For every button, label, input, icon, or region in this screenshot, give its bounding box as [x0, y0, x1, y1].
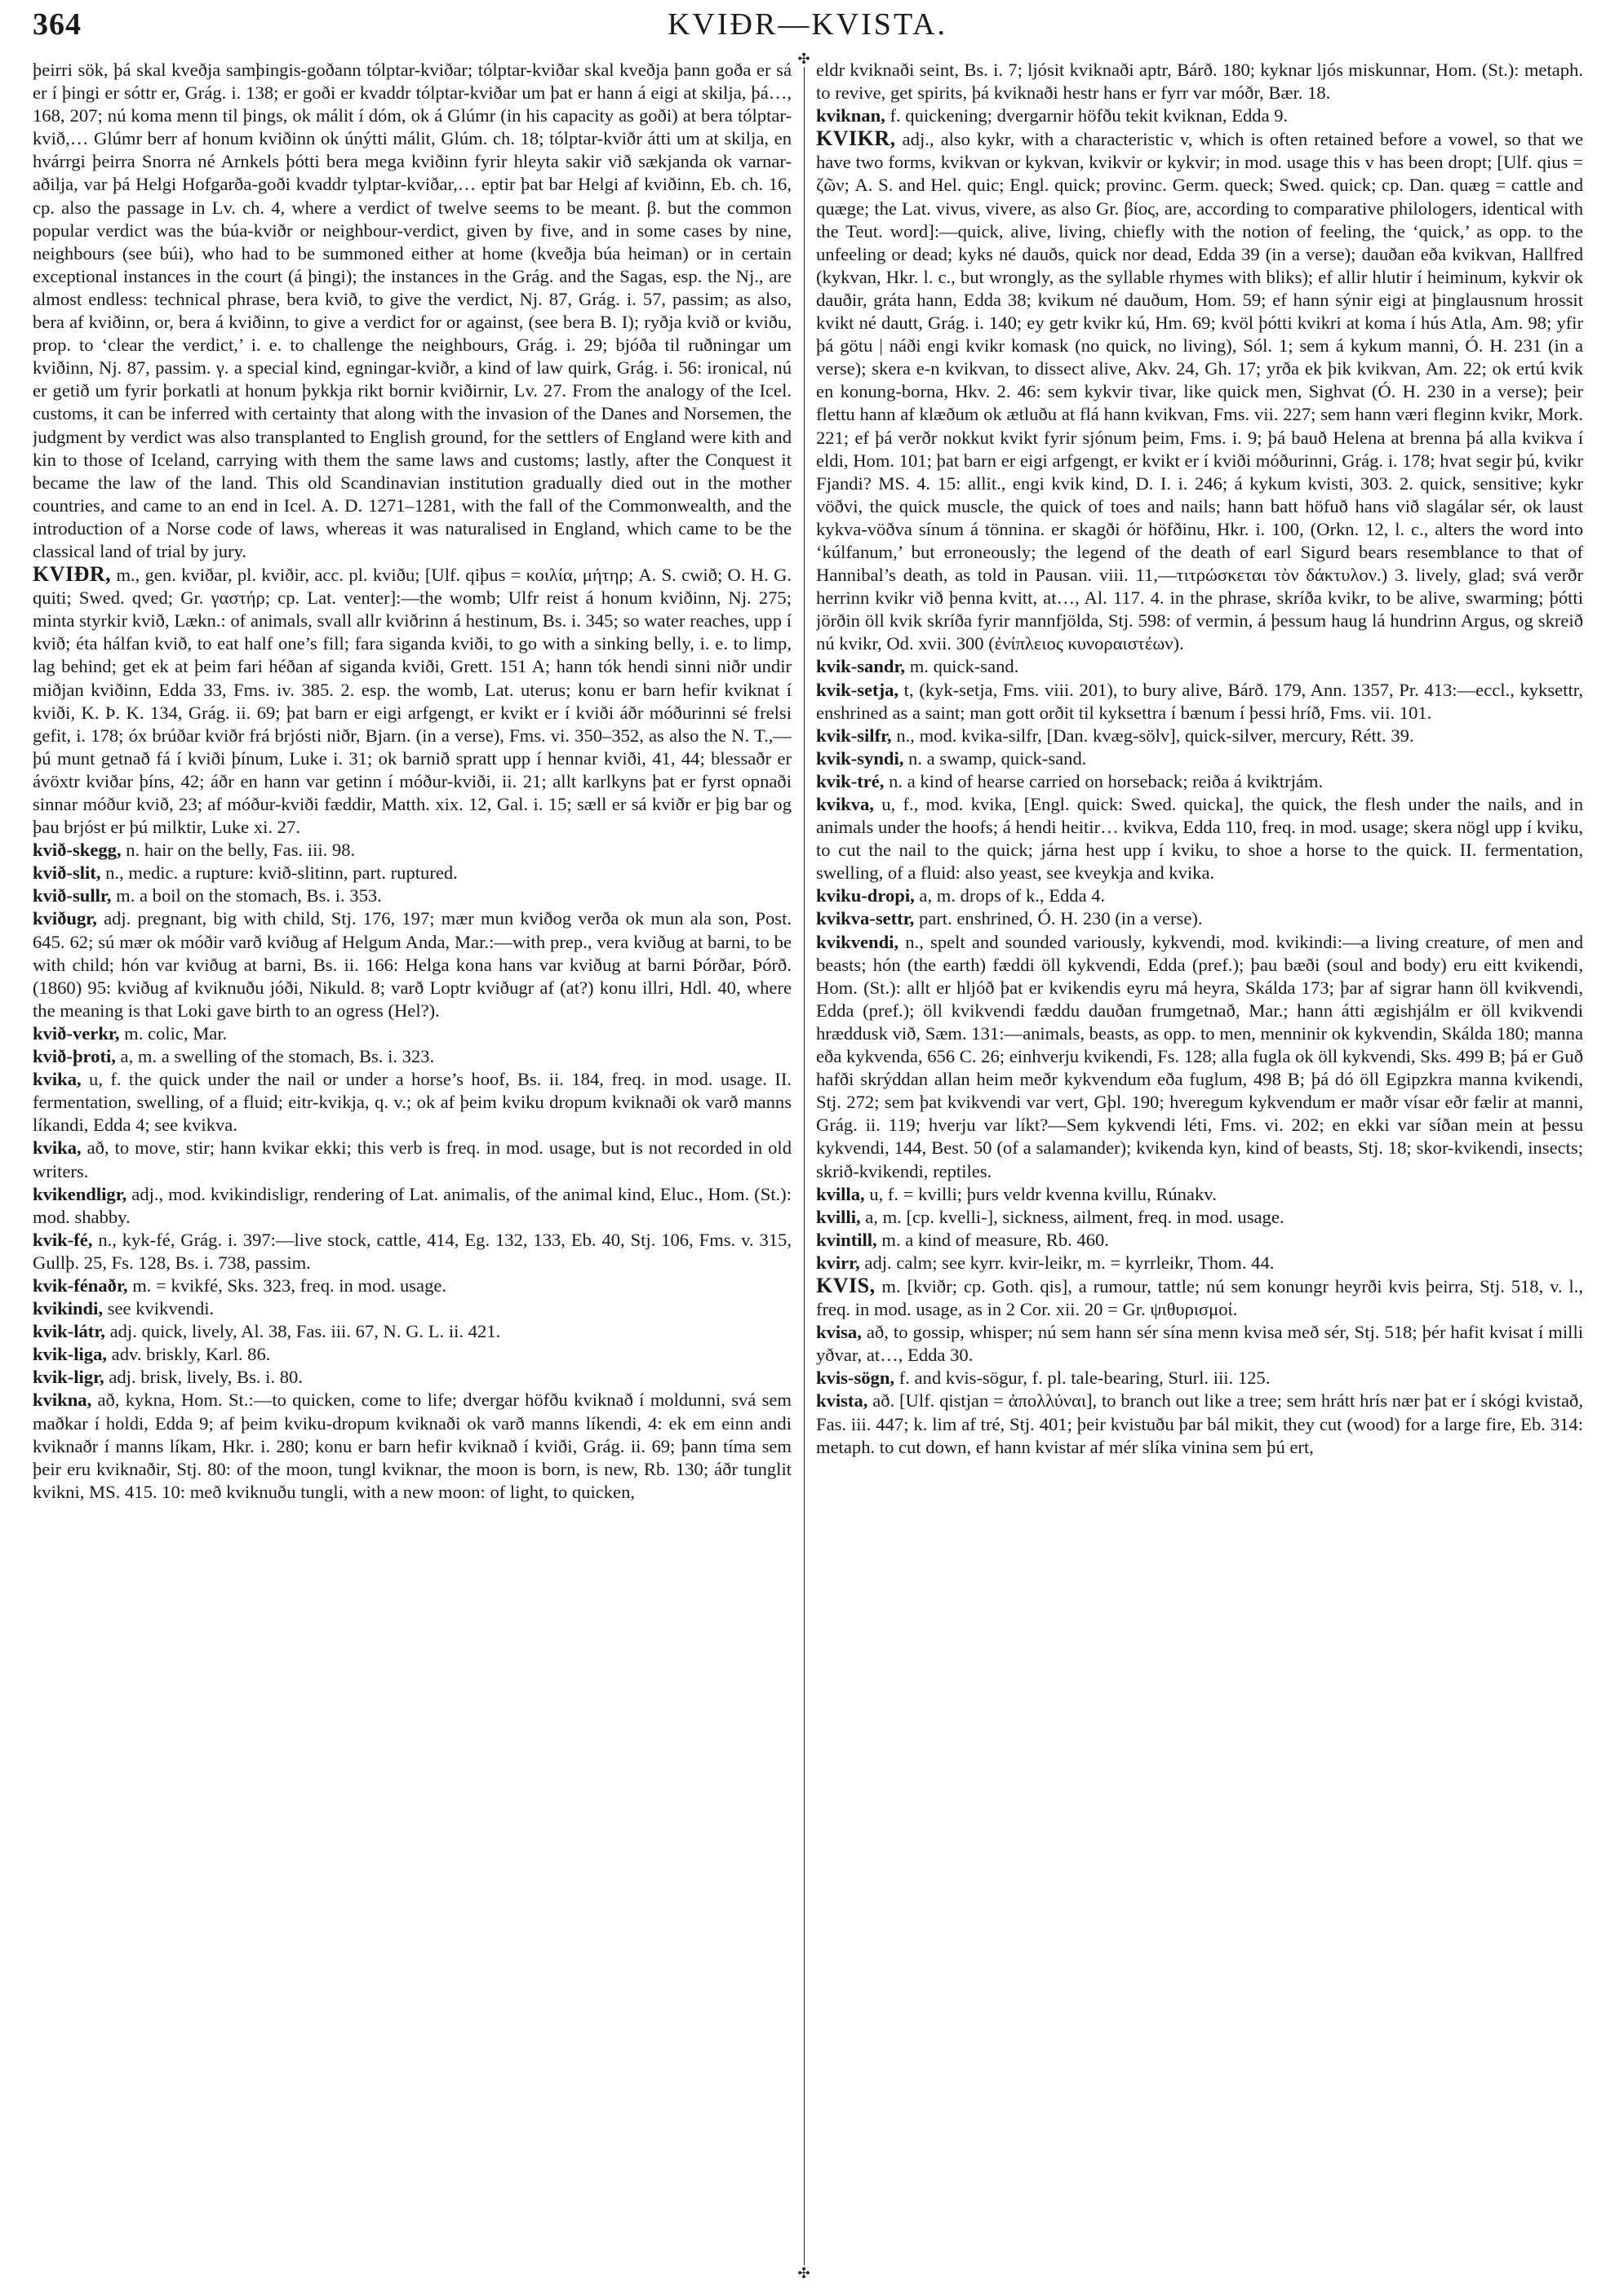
entry-text: adj. calm; see kyrr. kvir-leikr, m. = kyrrleikr, Thom. 44. [859, 1252, 1275, 1273]
entry-headword: kvið-þroti, [33, 1046, 116, 1067]
entry-text: adj., also kykr, with a characteristic v, which is often retained before a vowel, so that we have two forms, kvikvan or kykvan, kvikvir or kykvir; in mod. usage this v has been dropt; [Ulf. qius = ζῶν; A. S. and Hel. quic; Engl. quick; provinc. Germ. queck; Swed. quick; cp. Dan. quæg = cattle and quæge; the Lat. vivus, vivere, as also Gr. βίος, are, according to comparative philologers, identical with the Teut. word]:—quick, alive, living, chiefly with the notion of feeling, the ‘quick,’ as opp. to the unfeeling or dead; kyks né dauðs, quick nor dead, Edda 39 (in a verse); dauðan eða kvikvan, Hallfred (kykvan, Hkr. l. c., but wrongly, as the syllable rhymes with bliks); ef allir hlutir í heiminum, kykvir ok dauðir, gráta hann, Edda 38; kvikum né dauðum, Hom. 59; ef hann sýnir eigi at þinglausnum hrossit kvikt né dautt, Grág. i. 140; ey getr kvikr kú, Hm. 69; kvöl þótti kvikri at koma í hús Atla, Am. 98; yfir þá götu | náði engi kvikr komask (no quick, no living), Sól. 1; sem á kykum manni, Ó. H. 231 (in a verse); skera e-n kvikvan, to dissect alive, Akv. 24, Gh. 17; yrða ek þik kvikvan, Am. 22; ok ertú kvik en konung-borna, Hkv. 2. 46: sem kykvir tivar, like quick men, Sighvat (Ó. H. 230 in a verse); þeir flettu hann af klæðum ok ætluðu at flá hann kvikvan, Fms. vii. 227; sem hann væri fleginn kvikr, Mork. 221; ef þá verðr nokkut kvikt fyrir sjónum þeim, Fms. i. 9; þá bauð Helena at brenna þá alla kvikva í eldi, Hom. 101; þat barn er eigi arfgengt, er kvikt er í kviði móðurinni, Grág. i. 178; hvat segir þú, kvikr Fjandi? MS. 4. 15: allit., engi kvik kind, D. I. i. 246; á kykum kvisti, 303. 2. quick, sensitive; kykr vöðvi, the quick muscle, the quick of toes and nails; hann batt höfuð hans við slagálar sér, ok laust kykva-vöðva sínum á tönnina. er skagði ór höfðinu, Hkr. i. 100, (Orkn. 12, l. c., alters the word into ‘kúlfanum,’ but erroneously; the legend of the death of earl Sigurd bears resemblance to that of Hannibal’s death, as told in Pausan. viii. 11,—τιτρώσκεται τὸν δάκτυλον.) 3. lively, glad; svá verðr herrinn kvikr við þenna kvitt, at…, Al. 117. 4. in the phrase, skríða kvikr, to be alive, swarming; þótti jörðin öll kvik skríða fyrir mannfjölda, Stj. 598: of vermin, á þessum haug lá hundrinn Argus, og skreið nú kvikr, Od. xvii. 300 (ἐνίπλειος κυνοραιστέων). [816, 129, 1583, 654]
entry-text: m. = kvikfé, Sks. 323, freq. in mod. usage. [127, 1274, 447, 1296]
entry-headword: kvik-látr, [33, 1321, 105, 1342]
page-number: 364 [33, 7, 82, 42]
dictionary-entry [33, 1297, 792, 1320]
entry-headword: kvikvendi, [816, 931, 899, 952]
entry-text: u, f., mod. kvika, [Engl. quick: Swed. quicka], the quick, the flesh under the nails, and in animals under the hoofs; á hendi heitir… kvikva, Edda 110, freq. in mod. usage; skera nögl upp í kviku, to cut the nail to the quick; járna hest upp í kviku, to shoe a horse to the quick. II. fermentation, swelling, of a fluid: also yeast, see kveykja and kvika. [816, 794, 1583, 884]
dictionary-entry [33, 1137, 792, 1182]
dictionary-entry [816, 1206, 1583, 1229]
entry-headword: kviku-dropi, [816, 885, 915, 906]
entry-text: að. [Ulf. qistjan = ἀπολλύναι], to branch out like a tree; sem hrátt hrís nær þat er í skógi kvistað, Fas. iii. 447; k. lim af tré, Stj. 401; þeir kvistuðu þar bál mikit, they cut (wood) for a large fire, Eb. 314: metaph. to cut down, ef hann kvistar af mér slíka vinina sem þú ert, [816, 1390, 1583, 1457]
dictionary-entry [816, 931, 1583, 1183]
dictionary-entry [33, 1389, 792, 1503]
dictionary-entry [816, 1183, 1583, 1206]
entry-text: að, to gossip, whisper; nú sem hann sér sína menn kvisa með sér, Stj. 518; þér hafit kvisat í milli yðvar, at…, Edda 30. [816, 1322, 1583, 1366]
dictionary-entry [816, 1274, 1583, 1321]
dictionary-entry [33, 563, 792, 839]
dictionary-entry [816, 655, 1583, 678]
entry-headword: kvið-slit, [33, 862, 101, 884]
entry-headword: kvis-sögn, [816, 1367, 895, 1389]
entry-text: see kvikvendi. [103, 1298, 215, 1319]
entry-headword: kvika, [33, 1069, 82, 1090]
entry-headword: kviðugr, [33, 908, 97, 929]
entry-headword: kviknan, [816, 105, 885, 126]
entry-text: n., medic. a rupture: kvið-slitinn, part. ruptured. [100, 862, 458, 884]
dictionary-entry [816, 104, 1583, 127]
entry-text: m., gen. kviðar, pl. kviðir, acc. pl. kviðu; [Ulf. qiþus = κοιλία, μήτηρ; A. S. cwið; O. H. G. quiti; Swed. qved; Gr. γαστήρ; cp. Lat. venter]:—the womb; Ulfr reist á honum kviðinn, Nj. 275; minta styrkir kvið, Lækn.: of animals, svall allr kviðrinn á hestinum, Bs. i. 345; so water reaches, upp í kvið; éta hálfan kvið, to eat half one’s fill; fara siganda kviði, to go with a sinking belly, i. e. to limp, lag behind; get ek at þeim fari héðan af siganda kviði, Grett. 151 A; hann tók hendi sinni niðr undir miðjan kviðinn, Edda 33, Fms. iv. 385. 2. esp. the womb, Lat. uterus; konu er barn hefir kviknat í kviði, K. Þ. K. 134, Grág. ii. 69; þat barn er eigi arfgengt, er kvikt er í kviði áðr móðurinni sé frelsi gefit, i. 178; óx brúðar kviðr frá brjósti niðr, Bjarn. (in a verse), Fms. vi. 350–352, as also the N. T.,—þú munt getnað fá í kviði þínum, Luke i. 31; ok barnið spratt upp í hennar kviði, 41, 44; blessaðr er ávöxtr kviðar þíns, 42; áðr en hann var getinn í móður-kviði, ii. 21; allt karlkyns þat er fyrst opnaði sinnar móður kvið, 23; af móður-kviði fæddir, Matth. xix. 12, Gal. i. 15; sæll er sá kviðr er þig bar og þau brjóst er þú milktir, Luke xi. 27. [33, 565, 792, 838]
dictionary-entry [33, 1366, 792, 1389]
dictionary-entry [816, 1252, 1583, 1274]
dictionary-entry [33, 1274, 792, 1297]
entry-headword: kvika, [33, 1137, 82, 1159]
entry-headword: kvintill, [816, 1229, 877, 1250]
entry-headword: kvikindi, [33, 1298, 104, 1319]
dictionary-entry [816, 1367, 1583, 1390]
entry-headword: kvirr, [816, 1252, 860, 1273]
dictionary-entry [33, 884, 792, 907]
dictionary-entry [816, 793, 1583, 884]
entry-text: að, to move, stir; hann kvikar ekki; this verb is freq. in mod. usage, but is not recorded in old writers. [33, 1137, 792, 1181]
entry-text: m. colic, Mar. [119, 1022, 228, 1044]
entry-headword: kvik-fé, [33, 1229, 93, 1250]
entry-text: eldr kviknaði seint, Bs. i. 7; ljósit kviknaði aptr, Bárð. 180; kyknar ljós miskunnar, Hom. (St.): metaph. to revive, get spirits, þá kviknaði hestr hans er fyrr var móðr, Bær. 18. [816, 60, 1583, 104]
entry-text: adj., mod. kvikindisligr, rendering of Lat. animalis, of the animal kind, Eluc., Hom. (St.): mod. shabby. [33, 1183, 792, 1227]
entry-text: a, m. [cp. kvelli-], sickness, ailment, freq. in mod. usage. [860, 1206, 1284, 1227]
entry-headword: kvik-setja, [816, 679, 899, 700]
entry-headword: kvikna, [33, 1390, 92, 1411]
dictionary-entry [816, 59, 1583, 104]
entry-headword: kvisa, [816, 1322, 862, 1343]
running-head: KVIÐR—KVISTA. [667, 7, 948, 42]
entry-text: að, kykna, Hom. St.:—to quicken, come to life; dvergar höfðu kviknað í moldunni, svá sem maðkar í holdi, Edda 9; af þeim kviku-dropum kviknaði ok varð manns líkendi, 4: ek em einn andi kviknaðr í manns líkam, Hkr. i. 280; konu er barn hefir kviknað í kviði, Grág. ii. 69; þann tíma sem þeir eru kviknaðir, Stj. 80: of the moon, tungl kviknar, the moon is born, is new, Rb. 130; áðr tunglit kvikni, MS. 415. 10: með kviknuðu tungli, with a new moon: of light, to quicken, [33, 1390, 792, 1502]
dictionary-entry [33, 1022, 792, 1045]
entry-text: f. quickening; dvergarnir höfðu tekit kviknan, Edda 9. [885, 105, 1289, 126]
entry-headword: KVIKR, [816, 126, 896, 151]
entry-headword: kvik-silfr, [816, 725, 892, 746]
right-column [816, 59, 1583, 2272]
entry-text: m. a kind of measure, Rb. 460. [876, 1229, 1109, 1250]
dictionary-entry [816, 1390, 1583, 1458]
entry-text: n., spelt and sounded variously, kykvendi, mod. kvikindi:—a living creature, of men and beasts; hón (the earth) fæddi öll kykvendi, Edda (pref.); þau bæði (soul and body) eru eitt kvikendi, Hom. (St.): allt er hljóð þat er kvikendis eyru má heyra, Skálda 173; þar af sigrar hann öll kvikvendi, Edda (pref.); öll kvikvendi fæddu dauðan frumgetnað, Mar.; hann átti ægishjálm er öll kvikvendi hræddusk við, Sæm. 131:—animals, beasts, as opp. to men, menninir ok kykvendin, Skálda 180; manna eða kykvenda, 656 C. 26; einhverju kvikendi, Fs. 128; alla fugla ok öll kykvendi, Sks. 499 B; þá er Guð hafði skrýddan allan heim meðr kykvendum eða fuglum, 498 B; þá dó öll Egipzkra manna kvikendi, Stj. 272; sem þat kvikvendi var vert, Gþl. 190; hveregum kykvendum er maðr vísar eðr fælir at manni, Grág. ii. 119; hverju var líkt?—Sem kykvendi léti, Fms. vi. 202; en ekki var síðan mein at þessu kykvendi, 144, Best. 50 (of a salamander); kvikenda kyn, kind of beasts, Stj. 18; skor-kvikendi, insects; skrið-kvikendi, reptiles. [816, 931, 1583, 1181]
entry-text: adj. pregnant, big with child, Stj. 176, 197; mær mun kviðog verða ok mun ala son, Post. 645. 62; sú mær ok móðir varð kviðug af Helgum Anda, Mar.:—with prep., vera kviðug at barni, to be with child; hón var kviðug at barni, Bs. ii. 166: Helga kona hans var kviðug at barni Þórðar, Þórð. (1860) 95: kviðug af kviknuðu jóði, Nikuld. 8; varð Loptr kviðugr af (at?) konu illri, Hdl. 40, where the meaning is that Loki gave birth to an ogress (Hel?). [33, 908, 792, 1021]
dictionary-entry [816, 127, 1583, 655]
entry-text: m. a boil on the stomach, Bs. i. 353. [111, 885, 382, 906]
entry-text: n. hair on the belly, Fas. iii. 98. [121, 840, 356, 861]
entry-text: m. quick-sand. [905, 656, 1019, 677]
entry-text: adj. quick, lively, Al. 38, Fas. iii. 67, N. G. L. ii. 421. [104, 1321, 501, 1342]
entry-headword: kvið-sullr, [33, 885, 112, 906]
dictionary-entry [816, 907, 1583, 930]
entry-text: f. and kvis-sögur, f. pl. tale-bearing, Sturl. iii. 125. [894, 1367, 1271, 1389]
entry-headword: kvista, [816, 1390, 868, 1412]
entry-headword: kvilli, [816, 1206, 861, 1227]
dictionary-entry [33, 1229, 792, 1274]
left-column [33, 59, 792, 2272]
dictionary-entry [816, 1229, 1583, 1252]
dictionary-entry [816, 1321, 1583, 1367]
dictionary-entry [33, 1068, 792, 1137]
entry-text: part. enshrined, Ó. H. 230 (in a verse). [914, 908, 1203, 929]
entry-headword: kvilla, [816, 1183, 865, 1204]
entry-headword: kvik-sandr, [816, 656, 906, 677]
dictionary-entry [33, 1183, 792, 1229]
entry-headword: kvikva, [816, 794, 874, 814]
entry-text: adv. briskly, Karl. 86. [107, 1344, 271, 1365]
dictionary-entry [816, 770, 1583, 793]
entry-text: t, (kyk-setja, Fms. viii. 201), to bury alive, Bárð. 179, Ann. 1357, Pr. 413:—eccl., kyksettr, enshrined as a saint; man gott orðit til kyksettra í bænum í þessi hríð, Fms. vii. 101. [816, 679, 1583, 723]
entry-text: a, m. drops of k., Edda 4. [914, 885, 1106, 906]
entry-headword: kvikva-settr, [816, 908, 915, 929]
entry-text: n., kyk-fé, Grág. i. 397:—live stock, cattle, 414, Eg. 132, 133, Eb. 40, Stj. 106, Fms. v. 315, Gullþ. 25, Fs. 128, Bs. i. 738, passim. [33, 1229, 792, 1273]
entry-headword: kvið-skegg, [33, 840, 122, 861]
dictionary-entry [33, 59, 792, 563]
entry-text: n., mod. kvika-silfr, [Dan. kvæg-sölv], quick-silver, mercury, Rétt. 39. [891, 725, 1414, 746]
dictionary-entry [816, 747, 1583, 770]
entry-text: a, m. a swelling of the stomach, Bs. i. 323. [115, 1046, 435, 1067]
divider-ornament-top-icon: ✣ [796, 51, 812, 67]
dictionary-entry [816, 884, 1583, 907]
entry-headword: kvikendligr, [33, 1183, 127, 1204]
dictionary-entry [33, 907, 792, 1022]
dictionary-entry [816, 725, 1583, 747]
page-header [33, 7, 1582, 52]
entry-headword: KVIÐR, [33, 562, 112, 587]
entry-headword: kvið-verkr, [33, 1022, 120, 1044]
dictionary-entry [33, 839, 792, 862]
entry-text: adj. brisk, lively, Bs. i. 80. [104, 1367, 303, 1388]
entry-headword: kvik-tré, [816, 770, 885, 791]
entry-headword: kvik-ligr, [33, 1367, 104, 1388]
column-divider [804, 57, 805, 2268]
entry-text: m. [kviðr; cp. Goth. qis], a rumour, tattle; nú sem konungr heyrði kvis þeirra, Stj. 518, v. l., freq. in mod. usage, as in 2 Cor. xii. 20 = Gr. ψιθυρισμοί. [816, 1275, 1583, 1320]
entry-headword: kvik-fénaðr, [33, 1274, 128, 1296]
divider-ornament-bottom-icon: ✣ [796, 2265, 812, 2281]
dictionary-entry [33, 1045, 792, 1068]
dictionary-entry [816, 679, 1583, 725]
entry-text: þeirri sök, þá skal kveðja samþingis-goðann tólptar-kviðar; tólptar-kviðar skal kveðja þann goða er sá er í þingi er sóttr er, Grág. i. 138; er goði er kvaddr tólptar-kviðar um þat er hann á eigi at skilja, þá…, 168, 207; nú koma menn til þings, ok málit í dóm, ok á Glúmr (in his capacity as goði) at bera tólptar-kvið,… Glúmr berr af honum kviðinn ok únýtti málit, Glúm. ch. 18; tólptar-kviðr átti um at skilja, en hvárrgi þeirra Snorra né Arnkels þótti bera mega kviðinn fyrir hleyta sakir við sækjanda ok varnar-aðilja, var þá Helgi Hofgarða-goði kvaddr tylptar-kviðar,… eptir þat bar Helgi af kviðinn, Eb. ch. 16, cp. also the passage in Lv. ch. 4, where a verdict of twelve seems to be meant. β. but the common popular verdict was the búa-kviðr or neighbour-verdict, given by five, and in some cases by nine, neighbours (see búi), who had to be summoned either at home (kveðja búa heiman) or in certain exceptional instances in the court (á þingi); the instances in the Grág. and the Sagas, esp. the Nj., are almost endless: technical phrase, bera kvið, to give the verdict, Nj. 87, Grág. i. 57, passim; as also, bera af kviðinn, or, bera á kviðinn, to give a verdict for or against, (see bera B. I); ryðja kvið or kviðu, prop. to ‘clear the verdict,’ i. e. to challenge the neighbours, Grág. i. 29; bjóða til ruðningar um kviðinn, Nj. 87, passim. γ. a special kind, egningar-kviðr, a kind of law quirk, Grág. i. 56: ironical, nú er getið um fyrir þorkatli at honum þykkja rikt bornir kviðirnir, Lv. 27. From the analogy of the Icel. customs, it can be inferred with certainty that along with the invasion of the Danes and Norsemen, the judgment by verdict was also transplanted to English ground, for the settlers of England were kith and kin to those of Iceland, carrying with them the same laws and customs; lastly, after the Conquest it became the law of the land. This old Scandinavian institution gradually died out in the mother countries, and came to an end in Icel. A. D. 1271–1281, with the fall of the Commonwealth, and the introduction of a Norse code of laws, whereas it was naturalised in England, which came to be the classical land of trial by jury. [33, 60, 792, 561]
entry-headword: KVIS, [816, 1273, 876, 1297]
entry-text: n. a kind of hearse carried on horseback; reiða á kviktrjám. [884, 770, 1324, 791]
dictionary-entry [33, 862, 792, 884]
dictionary-entry [33, 1343, 792, 1366]
entry-text: u, f. = kvilli; þurs veldr kvenna kvillu, Rúnakv. [864, 1183, 1217, 1204]
entry-text: n. a swamp, quick-sand. [903, 747, 1087, 769]
entry-headword: kvik-syndi, [816, 747, 904, 769]
dictionary-entry [33, 1320, 792, 1343]
entry-headword: kvik-liga, [33, 1344, 108, 1365]
entry-text: u, f. the quick under the nail or under a horse’s hoof, Bs. ii. 184, freq. in mod. usage. II. fermentation, swelling, of a fluid; eitr-kvikja, q. v.; ok af þeim kviku dropum kviknaði ok varð manns líkandi, Edda 4; see kvikva. [33, 1069, 792, 1136]
